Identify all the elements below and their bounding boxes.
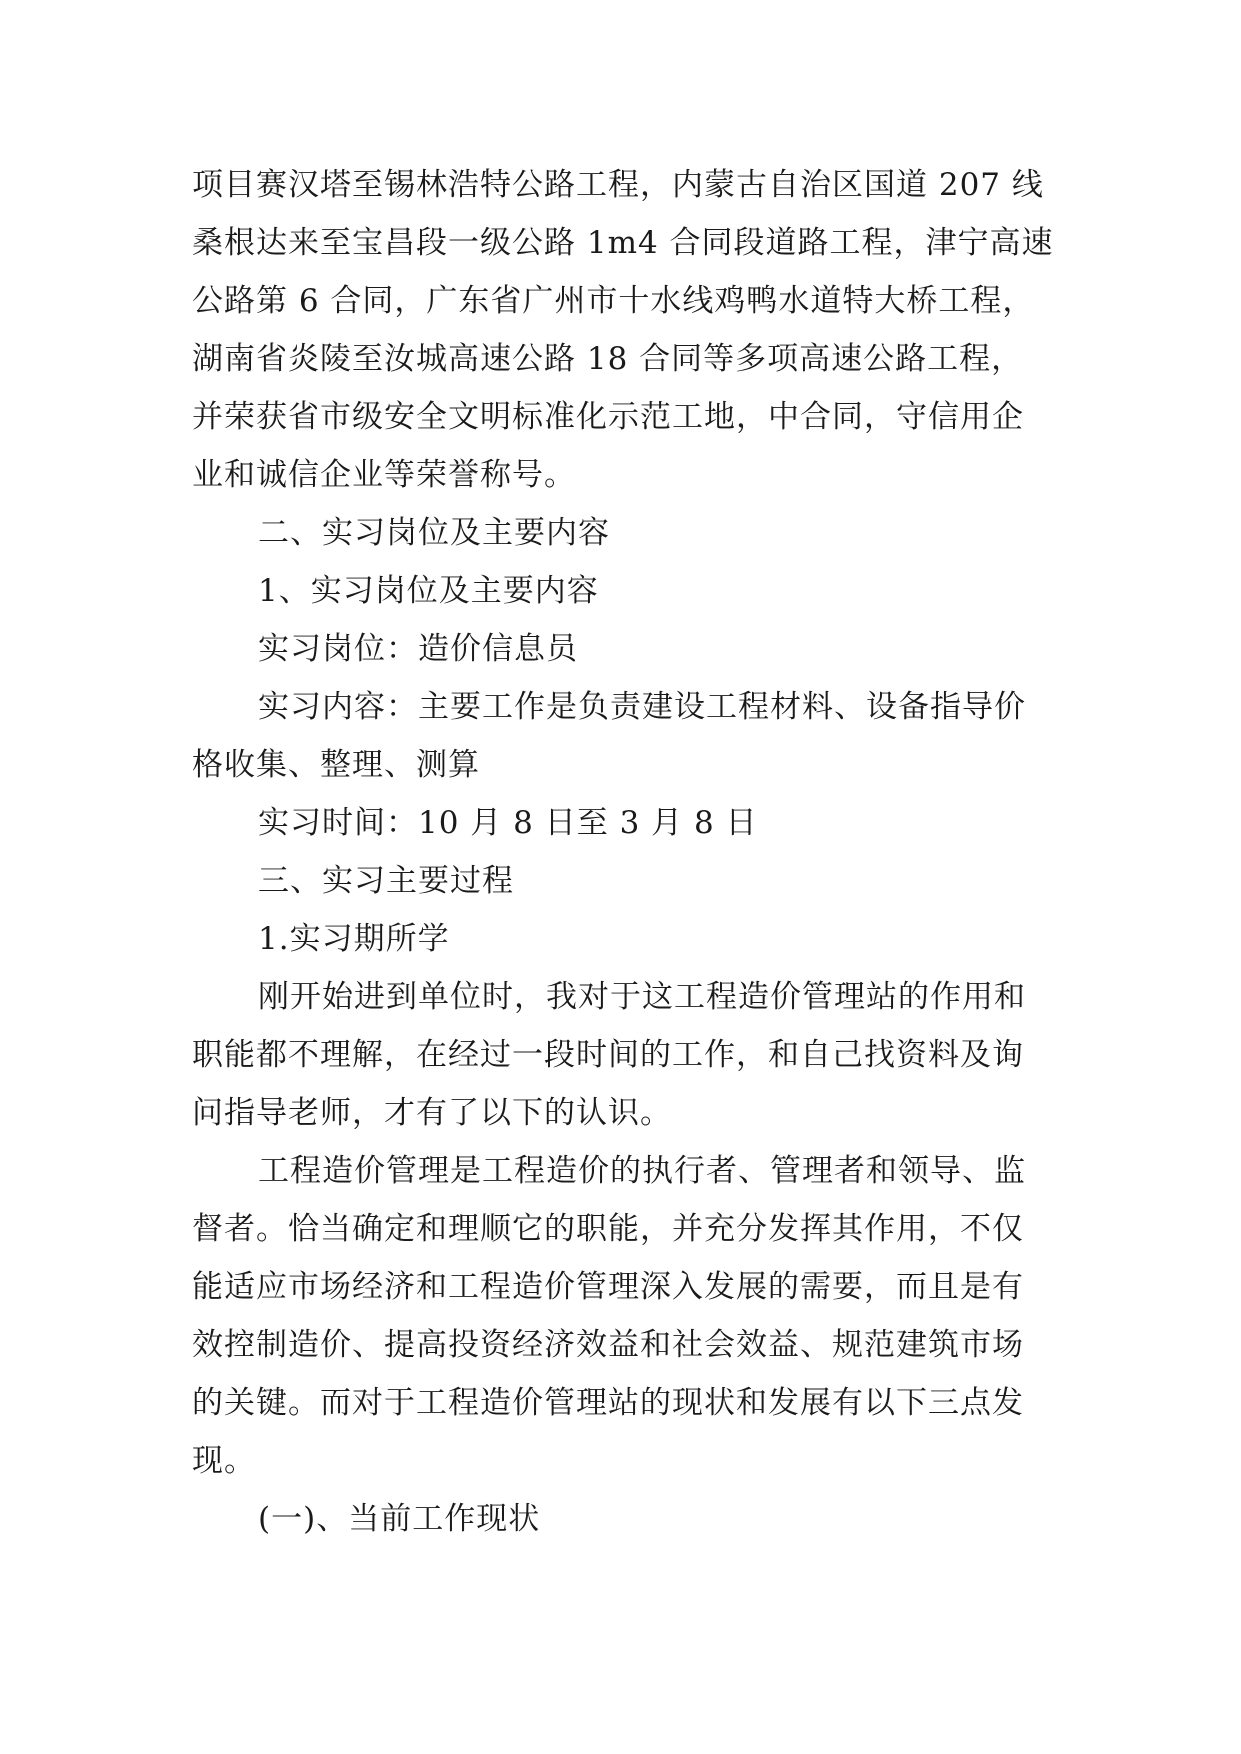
text-line: 湖南省炎陵至汝城高速公路 18 合同等多项高速公路工程， <box>192 341 1024 377</box>
text-line: 实习时间：10 月 8 日至 3 月 8 日 <box>258 805 758 841</box>
text-line: 能适应市场经济和工程造价管理深入发展的需要，而且是有 <box>192 1269 1024 1305</box>
text-line: 督者。恰当确定和理顺它的职能，并充分发挥其作用，不仅 <box>192 1211 1024 1247</box>
text-line: 实习岗位：造价信息员 <box>258 631 578 667</box>
text-line: 工程造价管理是工程造价的执行者、管理者和领导、监 <box>258 1153 1026 1189</box>
text-line: 并荣获省市级安全文明标准化示范工地，中合同，守信用企 <box>192 399 1024 435</box>
text-line: 职能都不理解，在经过一段时间的工作，和自己找资料及询 <box>192 1037 1024 1073</box>
text-line: 公路第 6 合同，广东省广州市十水线鸡鸭水道特大桥工程， <box>192 283 1035 319</box>
text-line: 格收集、整理、测算 <box>192 747 480 783</box>
text-line: 现。 <box>192 1443 256 1479</box>
text-line: 桑根达来至宝昌段一级公路 1m4 合同段道路工程，津宁高速 <box>192 225 1054 261</box>
text-line: 效控制造价、提高投资经济效益和社会效益、规范建筑市场 <box>192 1327 1024 1363</box>
subsection-heading: 1.实习期所学 <box>258 921 450 957</box>
subsection-heading: 1、实习岗位及主要内容 <box>258 573 599 609</box>
text-line: 刚开始进到单位时，我对于这工程造价管理站的作用和 <box>258 979 1026 1015</box>
text-line: 问指导老师，才有了以下的认识。 <box>192 1095 672 1131</box>
text-line: 实习内容：主要工作是负责建设工程材料、设备指导价 <box>258 689 1026 725</box>
text-line: 的关键。而对于工程造价管理站的现状和发展有以下三点发 <box>192 1385 1024 1421</box>
text-line: 项目赛汉塔至锡林浩特公路工程，内蒙古自治区国道 207 线 <box>192 167 1044 203</box>
text-line: 业和诚信企业等荣誉称号。 <box>192 457 576 493</box>
section-heading: 二、实习岗位及主要内容 <box>258 515 610 551</box>
section-heading: 三、实习主要过程 <box>258 863 514 899</box>
document-body <box>192 156 1052 1548</box>
subsection-heading: (一)、当前工作现状 <box>258 1501 541 1537</box>
